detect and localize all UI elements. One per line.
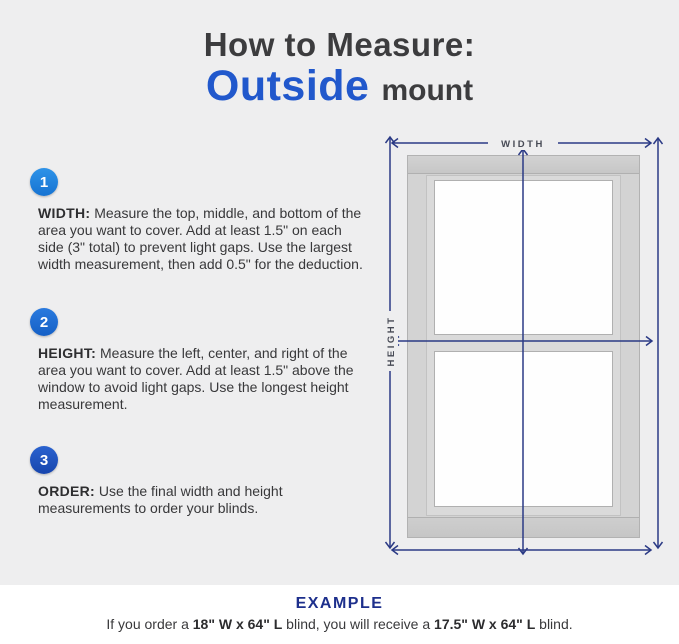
page-subtitle — [0, 62, 679, 111]
step-number-badge — [30, 308, 58, 336]
step-width-body: Measure the top, middle, and bottom of the area you want to cover. Add at least 1.5" on each side (3" total) to prevent light gaps. Use the largest width measurement, then add 0.5" for the deduction. — [38, 205, 363, 272]
measurement-arrows — [378, 128, 670, 568]
step-number: 1 — [39, 173, 49, 191]
page-title: How to Measure: — [203, 26, 476, 63]
example-ordered-size: 18" W x 64" L — [192, 616, 283, 632]
width-label: WIDTH — [501, 139, 545, 150]
mount-type-suffix: mount — [381, 74, 474, 107]
step-width-text — [38, 205, 368, 273]
example-received-size: 17.5" W x 64" L — [434, 616, 536, 632]
step-height-label: HEIGHT: — [38, 345, 97, 361]
example-part1: If you order a — [106, 616, 193, 632]
step-order — [30, 446, 375, 517]
height-label: HEIGHT — [386, 315, 397, 367]
step-height-text — [38, 345, 368, 413]
step-width-label: WIDTH: — [38, 205, 91, 221]
step-number: 2 — [39, 313, 49, 331]
example-sentence — [0, 616, 679, 632]
step-width — [30, 168, 375, 273]
example-section — [0, 585, 679, 644]
step-number-badge — [30, 168, 58, 196]
step-number: 3 — [39, 451, 49, 469]
example-heading: EXAMPLE — [295, 595, 384, 612]
step-order-text — [38, 483, 368, 517]
mount-type-accent: Outside — [205, 62, 370, 110]
step-height-body: Measure the left, center, and right of the area you want to cover. Add at least 1.5" above the window to avoid light gaps. Use the longest height measurement. — [38, 345, 354, 412]
title-block — [0, 26, 679, 111]
step-number-badge — [30, 446, 58, 474]
step-order-body: Use the final width and height measurements to order your blinds. — [38, 483, 283, 516]
step-height — [30, 308, 375, 413]
step-order-label: ORDER: — [38, 483, 96, 499]
example-part3: blind. — [535, 616, 573, 632]
example-part2: blind, you will receive a — [282, 616, 435, 632]
